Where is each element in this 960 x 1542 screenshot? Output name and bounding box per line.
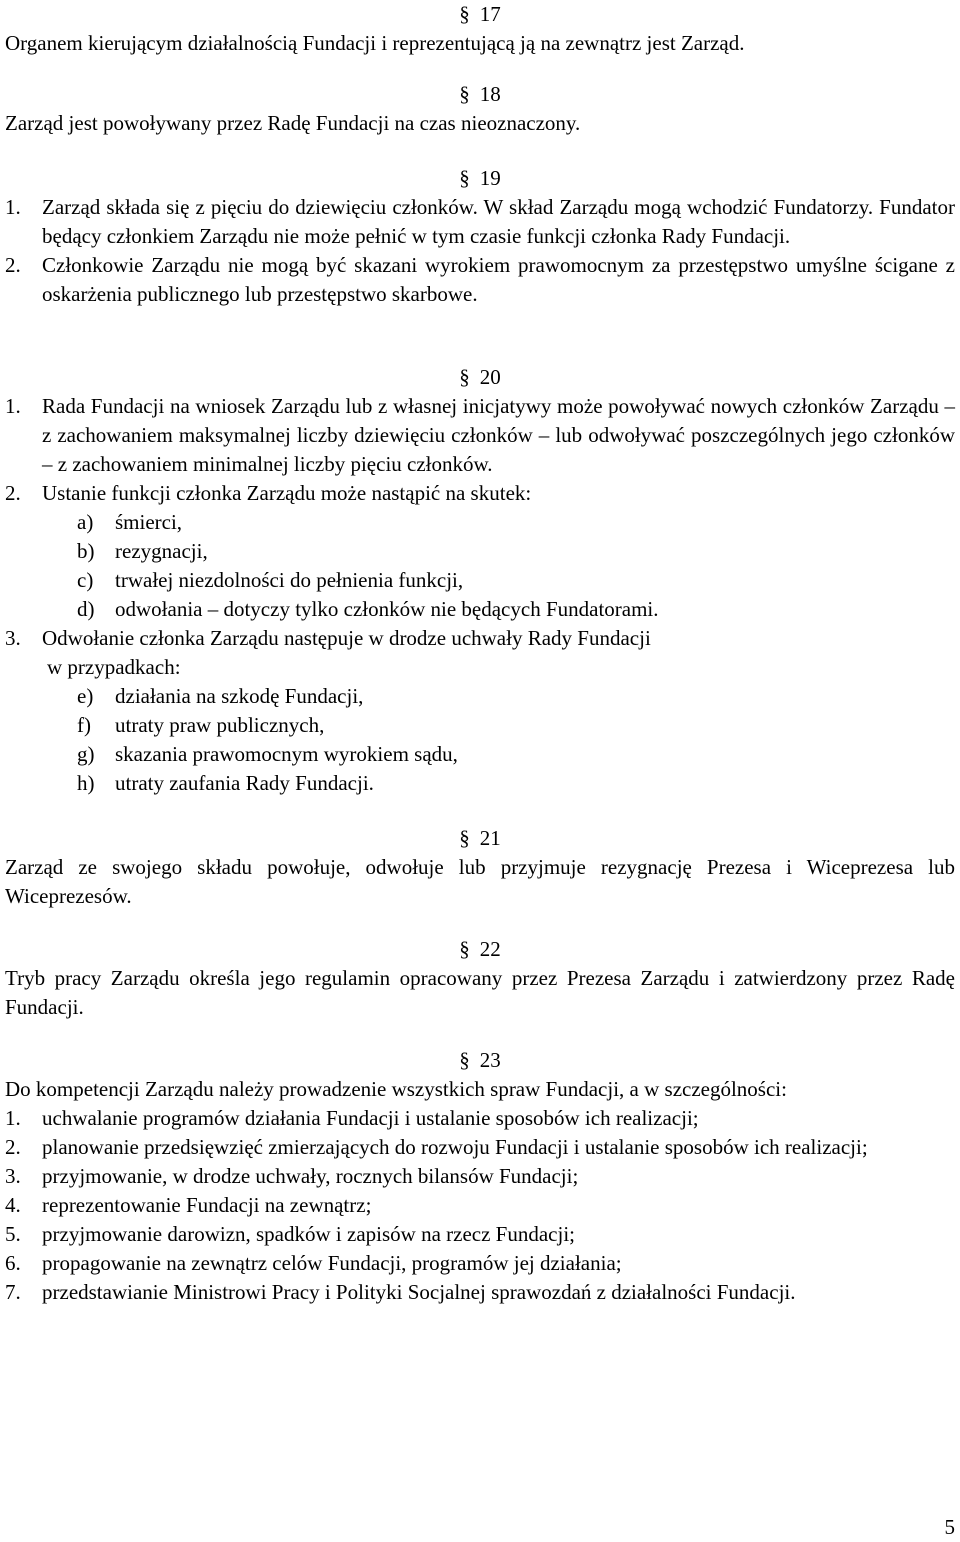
item-text: Zarząd składa się z pięciu do dziewięciu członków. W skład Zarządu mogą wchodzić Fundatorzy. Fundator będący członkiem Zarządu nie może pełnić w tym czasie funkcji członka Rady Fundacji. <box>42 195 955 248</box>
section-symbol: § <box>459 365 470 389</box>
section-symbol: § <box>459 826 470 850</box>
section-symbol: § <box>459 2 470 26</box>
section-19-item-1 <box>5 193 955 251</box>
sub-item-letter: g) <box>77 742 95 766</box>
section-23-item-2 <box>5 1133 955 1162</box>
section-number: 21 <box>479 826 501 850</box>
item-number: 2. <box>5 481 21 505</box>
item-text: Ustanie funkcji członka Zarządu może nastąpić na skutek: <box>42 481 532 505</box>
item-number: 1. <box>5 195 21 219</box>
item-text: propagowanie na zewnątrz celów Fundacji, programów jej działania; <box>42 1251 622 1275</box>
sub-item-g <box>5 740 955 769</box>
item-text: Odwołanie członka Zarządu następuje w drodze uchwały Rady Fundacji <box>42 626 651 650</box>
sub-item-letter: b) <box>77 539 95 563</box>
sub-item-text: utraty praw publicznych, <box>115 713 325 737</box>
section-heading-20 <box>5 363 955 392</box>
section-heading-21 <box>5 824 955 853</box>
section-number: 22 <box>479 937 501 961</box>
item-number: 3. <box>5 1164 21 1188</box>
item-number: 2. <box>5 1135 21 1159</box>
item-number: 1. <box>5 394 21 418</box>
section-22-text: Tryb pracy Zarządu określa jego regulamin opracowany przez Prezesa Zarządu i zatwierdzony przez Radę Fundacji. <box>5 966 955 1019</box>
sub-item-letter: f) <box>77 713 91 737</box>
sub-item-h <box>5 769 955 798</box>
section-20-item-3 <box>5 624 955 653</box>
sub-item-a <box>5 508 955 537</box>
item-number: 6. <box>5 1251 21 1275</box>
item-text: planowanie przedsięwzięć zmierzających do rozwoju Fundacji i ustalanie sposobów ich realizacji; <box>42 1135 868 1159</box>
sub-item-text: działania na szkodę Fundacji, <box>115 684 364 708</box>
section-heading-22 <box>5 935 955 964</box>
sub-item-text: odwołania – dotyczy tylko członków nie będących Fundatorami. <box>115 597 659 621</box>
section-19-item-2 <box>5 251 955 309</box>
section-20-item-1 <box>5 392 955 479</box>
sub-item-text: śmierci, <box>115 510 183 534</box>
section-23-item-5 <box>5 1220 955 1249</box>
section-number: 19 <box>479 166 501 190</box>
item-number: 3. <box>5 626 21 650</box>
sub-item-letter: d) <box>77 597 95 621</box>
section-number: 18 <box>479 82 501 106</box>
item-text: Rada Fundacji na wniosek Zarządu lub z własnej inicjatywy może powoływać nowych członków Zarządu – z zachowaniem maksymalnej liczby dziewięciu członków – lub odwoływać poszczególnych jego członków – z zachowaniem minimalnej liczby pięciu członków. <box>42 394 955 476</box>
sub-item-letter: e) <box>77 684 94 708</box>
sub-item-c <box>5 566 955 595</box>
section-heading-23 <box>5 1046 955 1075</box>
section-number: 23 <box>479 1048 501 1072</box>
item-text: Członkowie Zarządu nie mogą być skazani wyrokiem prawomocnym za przestępstwo umyślne ścigane z oskarżenia publicznego lub przestępstwo skarbowe. <box>42 253 955 306</box>
sub-item-d <box>5 595 955 624</box>
sub-item-letter: a) <box>77 510 94 534</box>
item-text: przyjmowanie, w drodze uchwały, rocznych bilansów Fundacji; <box>42 1164 579 1188</box>
section-23-item-3 <box>5 1162 955 1191</box>
sub-item-text: rezygnacji, <box>115 539 208 563</box>
sub-item-text: utraty zaufania Rady Fundacji. <box>115 771 374 795</box>
section-20-item-3-continuation: w przypadkach: <box>47 655 181 679</box>
page-number: 5 <box>944 1515 955 1539</box>
section-symbol: § <box>459 1048 470 1072</box>
section-17-text: Organem kierującym działalnością Fundacji i reprezentującą ją na zewnątrz jest Zarząd. <box>5 31 745 55</box>
section-number: 20 <box>479 365 501 389</box>
section-symbol: § <box>459 166 470 190</box>
section-21-text: Zarząd ze swojego składu powołuje, odwołuje lub przyjmuje rezygnację Prezesa i Wiceprezesa lub Wiceprezesów. <box>5 855 955 908</box>
section-23-item-7 <box>5 1278 955 1307</box>
item-number: 5. <box>5 1222 21 1246</box>
item-number: 2. <box>5 253 21 277</box>
section-heading-17 <box>5 0 955 29</box>
item-text: przyjmowanie darowizn, spadków i zapisów na rzecz Fundacji; <box>42 1222 575 1246</box>
section-23-intro: Do kompetencji Zarządu należy prowadzenie wszystkich spraw Fundacji, a w szczególności: <box>5 1077 787 1101</box>
sub-item-f <box>5 711 955 740</box>
item-text: przedstawianie Ministrowi Pracy i Polityki Socjalnej sprawozdań z działalności Fundacji. <box>42 1280 796 1304</box>
section-symbol: § <box>459 937 470 961</box>
sub-item-letter: c) <box>77 568 94 592</box>
sub-item-b <box>5 537 955 566</box>
section-heading-18 <box>5 80 955 109</box>
item-number: 7. <box>5 1280 21 1304</box>
item-number: 1. <box>5 1106 21 1130</box>
sub-item-e <box>5 682 955 711</box>
section-20-item-2 <box>5 479 955 508</box>
sub-item-letter: h) <box>77 771 95 795</box>
item-text: reprezentowanie Fundacji na zewnątrz; <box>42 1193 372 1217</box>
section-number: 17 <box>479 2 501 26</box>
sub-item-text: trwałej niezdolności do pełnienia funkcji, <box>115 568 464 592</box>
sub-item-text: skazania prawomocnym wyrokiem sądu, <box>115 742 458 766</box>
section-23-item-6 <box>5 1249 955 1278</box>
section-23-item-1 <box>5 1104 955 1133</box>
item-number: 4. <box>5 1193 21 1217</box>
section-18-text: Zarząd jest powoływany przez Radę Fundacji na czas nieoznaczony. <box>5 111 581 135</box>
document-page <box>5 0 955 1307</box>
item-text: uchwalanie programów działania Fundacji i ustalanie sposobów ich realizacji; <box>42 1106 699 1130</box>
section-symbol: § <box>459 82 470 106</box>
section-heading-19 <box>5 164 955 193</box>
section-23-item-4 <box>5 1191 955 1220</box>
